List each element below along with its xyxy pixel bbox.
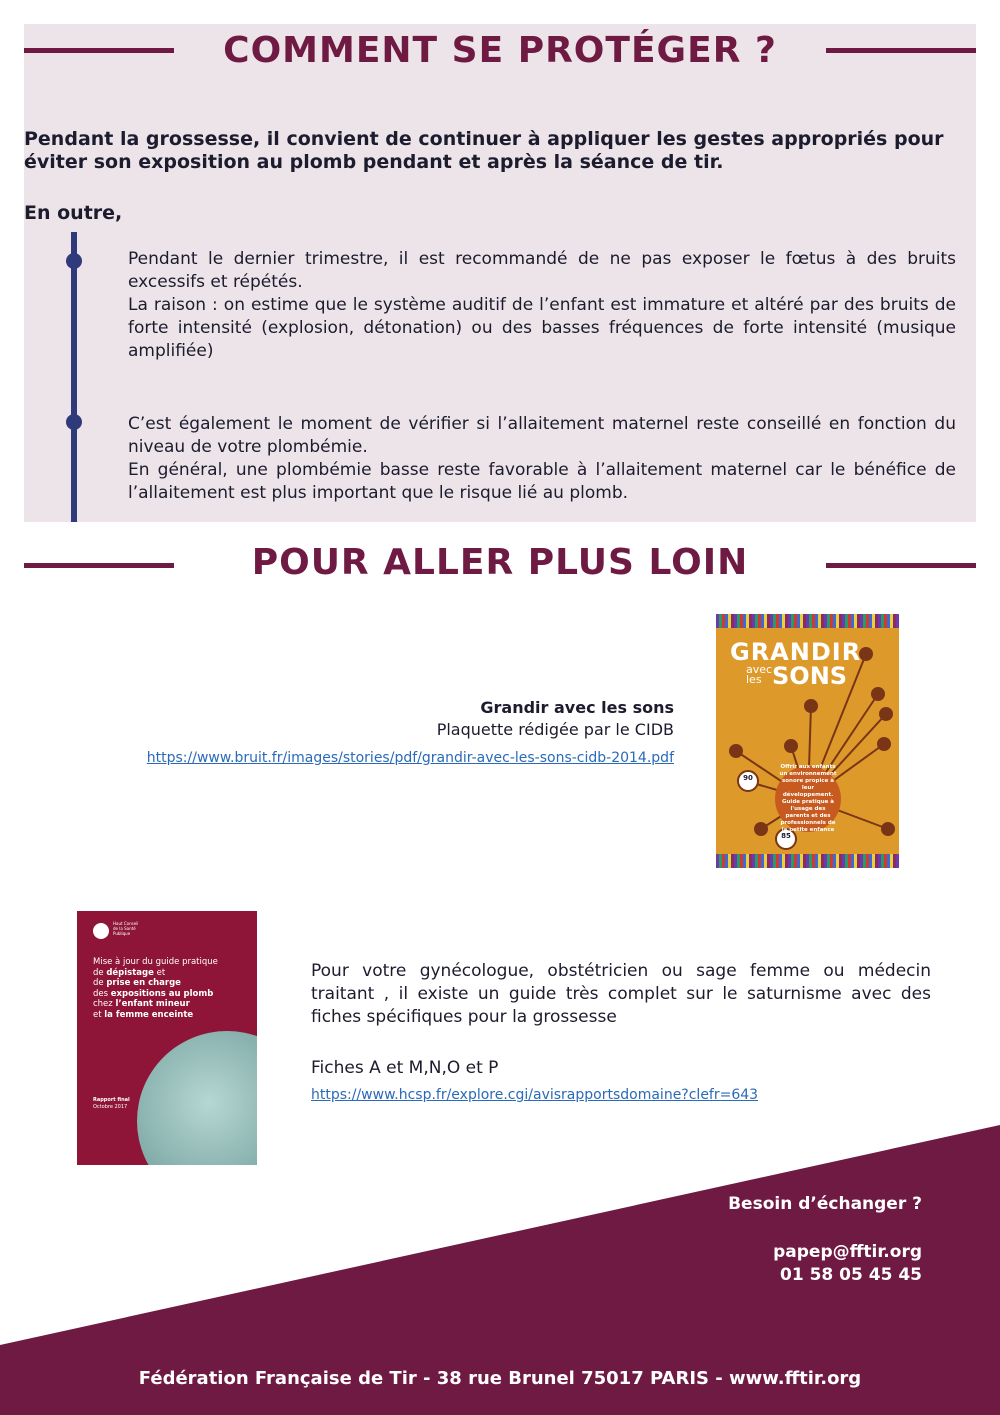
timeline-item xyxy=(128,413,956,505)
contact-question: Besoin d’échanger ? xyxy=(728,1194,922,1214)
intro-text: Pendant la grossesse, il convient de continuer à appliquer les gestes appropriés pour éviter son exposition au plomb pendant et après la séance de tir. xyxy=(24,128,944,173)
cover-text: Mise à jour du guide pratique de dépistage et de prise en charge des expositions au plomb chez l’enfant mineur et la femme enceinte xyxy=(93,957,218,1020)
cover-title: GRANDIR xyxy=(730,638,862,666)
cover-title: SONS xyxy=(772,662,848,690)
timeline-item xyxy=(128,248,956,363)
cover-badge: 90 xyxy=(743,774,753,782)
cover-report: Rapport final Octobre 2017 xyxy=(93,1097,130,1110)
cover-blurb: Offrir aux enfants un environnement sonore propice à leur développement. Guide pratique à l'usage des parents et des professionnels de la petite enfance xyxy=(779,764,837,833)
item-text: Pendant le dernier trimestre, il est recommandé de ne pas exposer le fœtus à des bruits excessifs et répétés. xyxy=(128,249,956,292)
cover-badge: 85 xyxy=(781,832,791,840)
contact-email[interactable]: papep@fftir.org xyxy=(773,1242,922,1262)
item-text: C’est également le moment de vérifier si l’allaitement maternel reste conseillé en fonction du niveau de votre plombémie. xyxy=(128,414,956,457)
resource-title: Grandir avec les sons xyxy=(480,698,674,717)
footer-address: Fédération Française de Tir - 38 rue Brunel 75017 PARIS - www.fftir.org xyxy=(138,1368,862,1389)
hcsp-link[interactable]: https://www.hcsp.fr/explore.cgi/avisrapportsdomaine?clefr=643 xyxy=(311,1087,759,1103)
hcsp-logo-icon xyxy=(93,923,109,939)
timeline-dot xyxy=(66,253,82,269)
title-rule-left xyxy=(24,563,174,568)
resource-subtitle: Plaquette rédigée par le CIDB xyxy=(436,720,674,739)
resource-description: Pour votre gynécologue, obstétricien ou sage femme ou médecin traitant , il existe un guide très complet sur le saturnisme avec des fiches spécifiques pour la grossesse xyxy=(311,961,931,1027)
item-text: En général, une plombémie basse reste favorable à l’allaitement maternel car le bénéfice de l’allaitement est plus important que le risque lié au plomb. xyxy=(128,460,956,503)
grandir-cover xyxy=(716,614,899,868)
timeline-bar xyxy=(71,232,77,522)
title-rule-right xyxy=(826,48,976,53)
resource-fiches: Fiches A et M,N,O et P xyxy=(311,1058,499,1078)
resource-hcsp xyxy=(311,960,931,1103)
grandir-link[interactable]: https://www.bruit.fr/images/stories/pdf/grandir-avec-les-sons-cidb-2014.pdf xyxy=(146,750,674,766)
cover-org: Haut Conseil de la Santé Publique xyxy=(113,921,139,936)
cover-title: avec les xyxy=(746,663,773,686)
resource-grandir xyxy=(100,697,674,766)
contact-phone: 01 58 05 45 45 xyxy=(780,1265,922,1285)
timeline-dot xyxy=(66,414,82,430)
title-rule-left xyxy=(24,48,174,53)
title-rule-right xyxy=(826,563,976,568)
section-title-further: POUR ALLER PLUS LOIN xyxy=(251,542,749,583)
item-text: La raison : on estime que le système auditif de l’enfant est immature et altéré par des bruits de forte intensité (explosion, détonation) ou des basses fréquences de forte intensité (musique amplifiée) xyxy=(128,295,956,361)
en-outre-label: En outre, xyxy=(24,202,123,224)
section-title-protection: COMMENT SE PROTÉGER ? xyxy=(223,30,777,71)
